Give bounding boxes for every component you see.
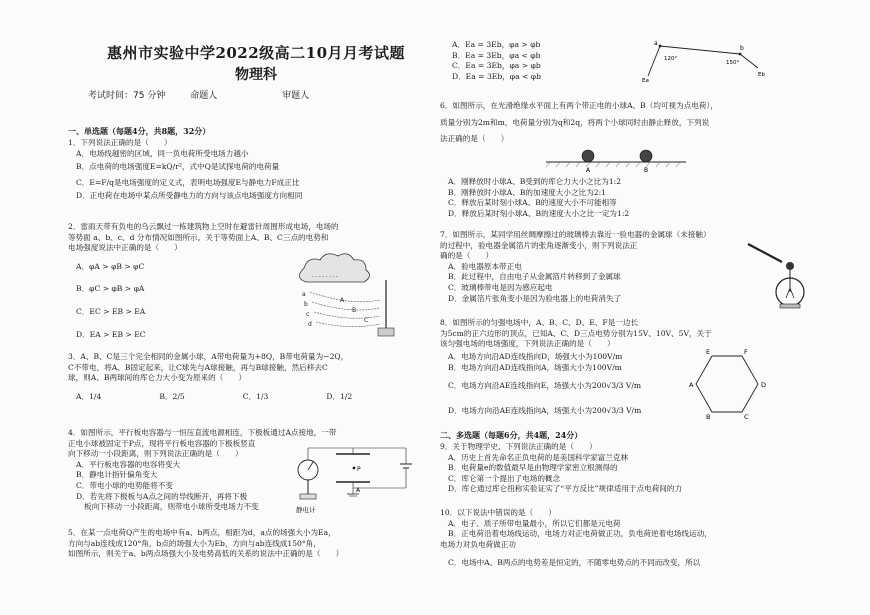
q8-stem-3: 该匀强电场的电场强度，下列说法正确的是（ ）	[440, 339, 615, 349]
q5-stem-1: 5．在某一点电荷Q产生的电场中有a、b两点，相距为d，a点的场强大小为Ea，	[68, 528, 336, 537]
question-8-options	[440, 352, 690, 416]
question-8	[440, 318, 860, 350]
q2-option-c: C．EC > EB > EA	[76, 306, 146, 316]
q4-option-d-1: D．若先将下极板与A点之间的导线断开，再将下极	[76, 491, 248, 501]
q6-label-a: A	[586, 167, 591, 174]
svg-text:d: d	[308, 321, 312, 328]
q8-vertex-d: D	[761, 381, 767, 389]
q10-option-b-1: B．正电荷沿着电场线运动，电场力对正电荷做正功，负电荷逆着电场线运动，	[448, 529, 712, 539]
q6-label-b: B	[644, 167, 649, 174]
q4-option-c: C．带电小球的电势能将不变	[76, 480, 173, 490]
q5-stem-2: 方向与ab连线成120°角，b点的场强大小为Eb，方向与ab连线成150°角，	[68, 538, 321, 548]
q10-option-a: A．电子、质子所带电量最小，所以它们都是元电荷	[448, 518, 621, 528]
q8-option-d: D．电场方向沿AE连线指向A，场强大小为200√3/3 V/m	[448, 405, 642, 415]
question-5	[68, 528, 426, 560]
svg-text:a: a	[302, 291, 306, 298]
q5-option-a: A．Ea = 3Eb，φa > φb	[452, 40, 541, 49]
q4-option-b: B．静电计指针偏角变大	[76, 470, 158, 480]
q1-stem: 1．下列说法正确的是（ ）	[68, 138, 172, 147]
q6-stem-1: 6．如图所示，在光滑绝缘水平面上有两个带正电的小球A、B（均可视为点电荷），	[440, 101, 718, 110]
svg-text:- - - - - - - -: - - - - - - - -	[312, 274, 338, 280]
exam-reviewer: 审题人	[282, 91, 310, 101]
q5-angle-b: 150°	[726, 60, 740, 66]
q3-option-b: B．2/5	[159, 391, 185, 401]
q8-option-a: A．电场方向沿AD连线指向D，场强大小为100V/m	[448, 352, 623, 361]
q4-label-p: P	[357, 466, 361, 473]
svg-text:c: c	[306, 311, 310, 318]
q4-capacitor-figure	[296, 444, 418, 522]
q1-option-c: C．E=F/q是电场强度的定义式，表明电场强度E与静电力F成正比	[76, 177, 300, 187]
question-10	[440, 508, 860, 569]
svg-text:B: B	[352, 307, 357, 314]
question-1	[68, 138, 426, 202]
q7-option-c: C．玻璃棒带电是因为感应起电	[448, 282, 553, 292]
q6-option-a: A．刚释放时小球A、B受到的库仑力大小之比为1:2	[448, 177, 622, 186]
q8-stem-1: 8．如图所示的匀强电场中，A、B、C、D、E、F是一边长	[440, 318, 639, 327]
question-9	[440, 442, 860, 495]
q9-option-c: C．库仑第一个提出了电场的概念	[448, 473, 561, 483]
q5-option-b: B．Ea = 3Eb，φa < φb	[452, 50, 541, 60]
q7-stem-2: 的过程中，验电器金属箔片的张角逐渐变小，则下列说法正	[440, 240, 638, 250]
q5-label-eb: Eb	[758, 72, 765, 78]
q5-label-b: b	[740, 45, 744, 52]
q7-option-a: A．验电器原本带正电	[448, 261, 522, 271]
q6-option-d: D．释放后某时刻小球A、B的速度大小之比一定为1:2	[448, 208, 630, 218]
q2-option-d: D．EA > EB > EC	[76, 329, 146, 339]
q4-label-a: A	[356, 487, 361, 494]
q10-stem: 10．以下说法中错误的是（ ）	[440, 508, 556, 517]
q10-option-c: C．电场中A、B两点的电势差是恒定的，不随零电势点的不同而改变，所以	[448, 558, 701, 568]
svg-text:b: b	[304, 301, 308, 308]
q4-stem-2: 正电小球被固定于P点，现将平行板电容器的下极板竖直	[68, 438, 256, 448]
q2-option-a: A．φA > φB > φC	[76, 261, 145, 271]
q6-stem-3: 法正确的是（ ）	[440, 134, 509, 144]
q8-vertex-a: A	[689, 381, 694, 389]
q8-vertex-c: C	[744, 413, 749, 421]
q4-stem-3: 向下移动一小段距离，则下列说法正确的是（ ）	[68, 449, 243, 459]
q3-option-a: A．1/4	[76, 391, 102, 401]
q8-hexagon-figure	[689, 348, 772, 421]
q6-stem-2: 质量分别为2m和m，电荷量分别为q和2q，将两个小球同时由静止释放，下列说	[440, 117, 710, 127]
q1-option-a: A．电场线越密的区域，同一负电荷所受电场力越小	[76, 148, 249, 158]
question-6-options	[440, 177, 860, 219]
q2-stem-3: 电场强度说法中正确的是（ ）	[68, 243, 182, 253]
question-6	[440, 101, 860, 145]
question-3	[68, 352, 426, 402]
q8-option-b: B．电场方向沿AD连线指向A，场强大小为100V/m	[448, 362, 622, 372]
q3-options	[68, 392, 426, 403]
q4-stem-1: 4．如图所示，平行板电容器与一恒压直流电源相连，下极板通过A点接地，一带	[68, 428, 337, 437]
section-single-choice: 一、单选题（每题4分，共8题，32分）	[68, 126, 211, 136]
q2-stem-2: 等势面 a、b、c、d 分布情况如图所示。关于等势面上A、B、C三点的电势和	[68, 232, 329, 242]
q4-option-d-2: 板向下移动一小段距离，则带电小球所受电场力不变	[84, 502, 259, 512]
q3-stem-2: C不带电，将A、B固定起来，让C球先与A球接触，再与B球接触，然后移去C	[68, 362, 328, 372]
q5-angle-a: 120°	[664, 56, 678, 62]
q7-electroscope-figure	[748, 238, 828, 310]
q8-vertex-e: E	[706, 348, 711, 356]
q3-option-c: C．1/3	[242, 391, 269, 401]
question-5-options	[452, 40, 652, 82]
q8-vertex-f: F	[744, 348, 748, 356]
exam-time: 考试时间：75 分钟	[88, 91, 166, 101]
q7-option-d: D．金属箔片张角变小是因为验电器上的电荷消失了	[448, 293, 622, 303]
q7-stem-3: 确的是（ ）	[440, 251, 494, 261]
exam-subject: 物理科	[235, 67, 277, 83]
q7-option-b: B．此过程中，自由电子从金属箔片转移到了金属球	[448, 272, 621, 282]
section-multi-choice: 二、多选题（每题6分，共4题，24分）	[440, 430, 583, 440]
q5-label-a: a	[654, 40, 658, 47]
q3-option-d: D．1/2	[326, 391, 353, 401]
q5-option-c: C．Ea = 3Eb，φa > φb	[452, 61, 541, 71]
right-column	[440, 0, 862, 615]
q6-option-c: C．释放后某时刻小球A、B的速度大小不可能相等	[448, 198, 617, 208]
q9-option-a: A．历史上首先命名正负电荷的是美国科学家富兰克林	[448, 452, 629, 462]
q8-stem-2: 为5cm的正六边形的顶点，已知A、C、D三点电势分别为15V、10V、5V，关于	[440, 328, 712, 338]
q8-option-c: C．电场方向沿AE连线指向E，场强大小为200√3/3 V/m	[448, 381, 642, 391]
q6-option-b: B．刚释放时小球A、B的加速度大小之比为2:1	[448, 187, 606, 197]
q2-stem-1: 2．雷雨天带有负电的乌云飘过一栋建筑物上空时在避雷针周围形成电场，电场的	[68, 222, 339, 231]
svg-text:A: A	[340, 297, 345, 304]
q7-stem-1: 7．如图所示，某同学用丝绸摩擦过的玻璃棒去靠近一验电器的金属球（未接触）	[440, 230, 711, 239]
q2-option-b: B．φC > φB > φA	[76, 284, 145, 294]
exam-setter: 命题人	[190, 91, 218, 101]
q10-option-b-2: 电场力对负电荷做正功	[440, 539, 516, 549]
q5-stem-3: 如图所示，则关于a、b两点场强大小及电势高低的关系的说法中正确的是（ ）	[68, 549, 344, 559]
exam-title: 惠州市实验中学2022级高二10月月考试题	[106, 44, 406, 62]
svg-text:C: C	[364, 317, 369, 324]
q3-stem-1: 3．A、B、C是三个完全相同的金属小球，A带电荷量为+8Q，B带电荷量为−2Q，	[68, 352, 349, 361]
q5-option-d: D．Ea = 3Eb，φa < φb	[452, 71, 541, 81]
q3-stem-3: 球，则A、B两球间的库仑力大小变为原来的（ ）	[68, 373, 247, 383]
q2-cloud-figure	[290, 250, 420, 338]
q1-option-b: B．点电荷的电场强度E=kQ/r²，式中Q是试探电荷的电荷量	[76, 162, 280, 172]
left-column	[68, 0, 426, 615]
q9-option-d: D．库仑通过库仑扭称实验证实了“平方反比”规律适用于点电荷间的力	[448, 484, 683, 494]
q9-option-b: B．电荷量e的数值最早是由物理学家密立根测得的	[448, 463, 618, 473]
q4-option-a: A．平行板电容器的电容将变大	[76, 459, 181, 469]
q5-field-figure	[642, 36, 772, 84]
q9-stem: 9．关于物理学史，下列说法正确的是（ ）	[440, 442, 597, 451]
q5-label-ea: Ea	[642, 78, 649, 84]
q4-fig-label: 静电计	[296, 506, 316, 514]
question-7	[440, 230, 740, 304]
q1-option-d: D．正电荷在电场中某点所受静电力的方向与该点电场强度方向相同	[76, 191, 303, 201]
q8-vertex-b: B	[706, 413, 711, 421]
q6-balls-figure	[546, 144, 686, 172]
